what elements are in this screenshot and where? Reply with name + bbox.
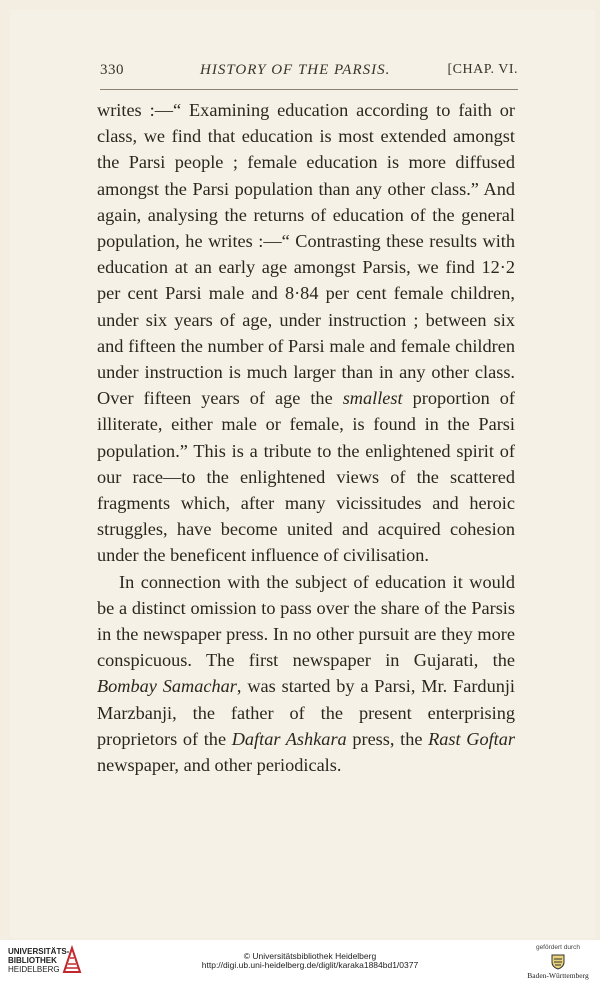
running-title: HISTORY OF THE PARSIS. [200, 62, 391, 78]
italic-phrase: Daftar Ashkara [231, 728, 347, 749]
paragraph-2 [97, 569, 515, 779]
coat-of-arms-icon [548, 953, 568, 970]
text-run: , was started by a Parsi, Mr. Fardunji Marzbanji, the father of the present enterprising proprietors of the [97, 676, 516, 749]
text-run: newspaper, and other periodicals. [97, 755, 342, 776]
text-run: writes :—“ Examining education according to faith or class, we find that education is most extended amongst the Parsi people ; female education is more diffused amongst the Parsi population than any other class.” And again, analysing the returns of education of the general population, he writes :—“ Contrasting these results with education at an early age amongst Parsis, we find 12·2 per cent Parsi male and 8·84 per cent female children, under six years of age, under instruction ; between six and fifteen the number of Parsi male and female children under instruction is much larger than in any other class. Over fifteen years of age the [97, 100, 515, 409]
page-number: 330 [100, 62, 124, 78]
library-name-line1: UNIVERSITÄTS- [8, 947, 70, 956]
sponsor-label: gefördert durch [535, 944, 581, 951]
text-run: In connection with the subject of education it would be a distinct omission to pass over the share of the Parsis in the newspaper press. In no other pursuit are they more conspicuous. The first newspaper in Gujarati, the [97, 571, 515, 671]
sponsor-name: Baden-Württemberg [527, 971, 589, 980]
library-name-line2: BIBLIOTHEK [8, 956, 57, 965]
chapter-label: [CHAP. VI. [447, 62, 518, 77]
body-text [97, 97, 515, 778]
library-seal-icon [60, 944, 84, 976]
italic-phrase: Rast Goftar [428, 728, 516, 749]
sponsor-block [520, 944, 596, 980]
library-name-line3: HEIDELBERG [8, 965, 60, 974]
copyright-text: © Universitätsbibliothek Heidelberg [243, 951, 377, 961]
italic-phrase: smallest [342, 388, 403, 409]
header-rule [100, 89, 518, 90]
page-header [100, 62, 518, 86]
source-url-link[interactable]: http://digi.ub.uni-heidelberg.de/diglit/karaka1884bd1/0377 [201, 960, 419, 970]
copyright-block [190, 952, 430, 970]
text-run: press, the [346, 728, 429, 749]
digitization-footer [0, 940, 600, 982]
paragraph-1 [97, 97, 515, 569]
italic-phrase: Bombay Samachar [97, 676, 237, 697]
text-run: proportion of illiterate, either male or female, is found in the Parsi population.” This is a tribute to the enlightened spirit of our race—to the enlightened views of the scattered fragments which, after many vicissitudes and heroic struggles, have become united and acquired cohesion under the beneficent influence of civilisation. [97, 388, 516, 566]
